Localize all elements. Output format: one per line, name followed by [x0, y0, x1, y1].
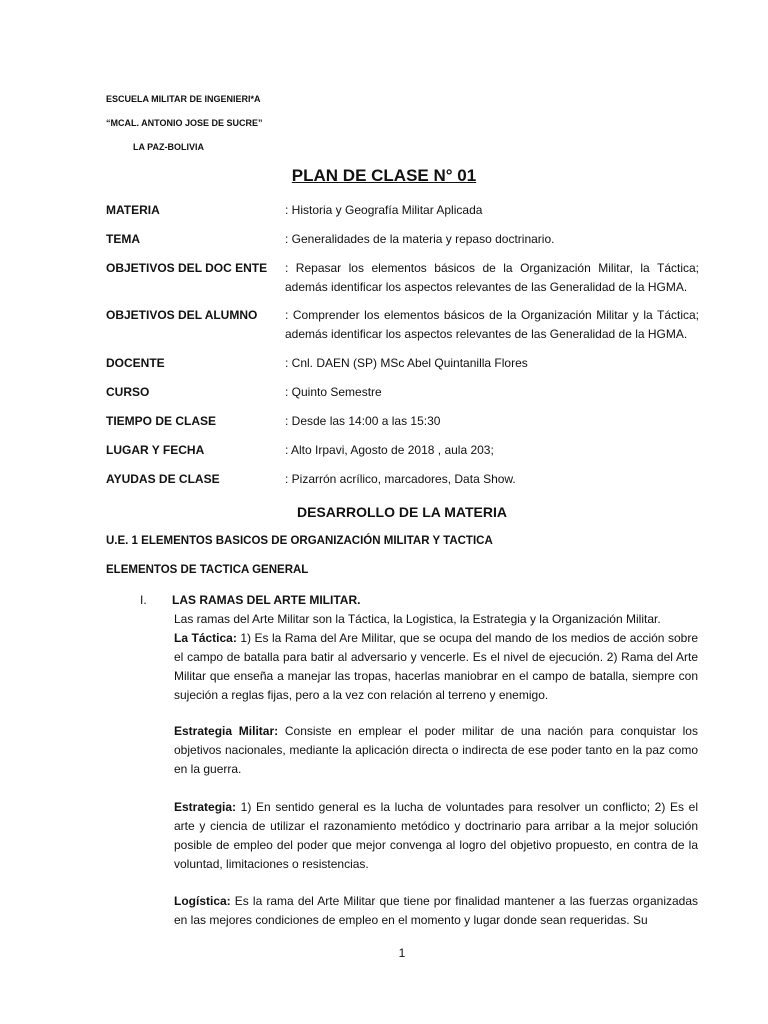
row-label-tiempo: TIEMPO DE CLASE [106, 414, 217, 428]
page-title: PLAN DE CLASE N° 01 [291, 166, 477, 185]
estrategia-militar-label: Estrategia Militar: [174, 724, 279, 738]
school-name: ESCUELA MILITAR DE INGENIERI*A [106, 94, 261, 104]
section-number: I. [140, 593, 147, 607]
paragraph-logistica [174, 892, 698, 930]
row-value-tema: : Generalidades de la materia y repaso doctrinario. [285, 232, 555, 246]
estrategia-militar-text: Consiste en emplear el poder militar de una nación para conquistar los objetivos nacionales, mediante la aplicación directa o indirecta de ese poder tanto en la paz como en la guerra. [174, 724, 698, 776]
section-title: LAS RAMAS DEL ARTE MILITAR. [172, 593, 361, 607]
row-label-materia: MATERIA [106, 203, 160, 217]
row-value-lugar: : Alto Irpavi, Agosto de 2018 , aula 203; [285, 443, 494, 457]
page-number: 1 [398, 946, 406, 960]
paragraph-ramas-text: Las ramas del Arte Militar son la Táctica, la Logistica, la Estrategia y la Organización Militar. [174, 612, 661, 626]
row-value-materia: : Historia y Geografía Militar Aplicada [285, 203, 483, 217]
paragraph-estrategia-militar [174, 722, 698, 779]
school-honorific: “MCAL. ANTONIO JOSE DE SUCRE” [106, 118, 263, 128]
school-city: LA PAZ-BOLIVIA [133, 142, 204, 152]
row-value-objetivos-docente: : Repasar los elementos básicos de la Organización Militar, la Táctica; además identificar los aspectos relevantes de las Generalidad de la HGMA. [285, 261, 699, 294]
row-label-lugar: LUGAR Y FECHA [106, 443, 205, 457]
development-heading: DESARROLLO DE LA MATERIA [297, 504, 507, 520]
row-label-tema: TEMA [106, 232, 140, 246]
row-label-docente: DOCENTE [106, 356, 165, 370]
tactica-label: La Táctica: [174, 631, 237, 645]
row-value-tiempo: : Desde las 14:00 a las 15:30 [285, 414, 441, 428]
row-label-ayudas: AYUDAS DE CLASE [106, 472, 220, 486]
row-label-curso: CURSO [106, 385, 150, 399]
paragraph-ramas [174, 610, 698, 629]
tactica-text: 1) Es la Rama del Are Militar, que se ocupa del mando de los medios de acción sobre el campo de batalla para batir al adversario y vencerle. Es el nivel de ejecución. 2) Rama del Arte Militar que enseña a manejar las tropas, hacerlas maniobrar en el campo de batalla, siempre con sujeción a reglas fijas, pero a la vez con relación al terreno y enemigo. [174, 631, 698, 702]
row-label-objetivos-docente: OBJETIVOS DEL DOC ENTE [106, 261, 268, 275]
row-value-curso: : Quinto Semestre [285, 385, 382, 399]
logistica-text: Es la rama del Arte Militar que tiene por finalidad mantener a las fuerzas organizadas en las mejores condiciones de empleo en el momento y lugar donde sean requeridas. Su [174, 894, 698, 927]
paragraph-tactica [174, 629, 698, 705]
row-label-objetivos-alumno: OBJETIVOS DEL ALUMNO [106, 308, 258, 322]
paragraph-estrategia [174, 798, 698, 874]
row-value-ayudas: : Pizarrón acrílico, marcadores, Data Show. [285, 472, 516, 486]
row-value-objetivos-alumno: : Comprender los elementos básicos de la Organización Militar y la Táctica; además identificar los aspectos relevantes de las Generalidad de la HGMA. [285, 308, 699, 341]
row-value-docente: : Cnl. DAEN (SP) MSc Abel Quintanilla Flores [285, 356, 528, 370]
estrategia-text: 1) En sentido general es la lucha de voluntades para resolver un conflicto; 2) Es el arte y ciencia de utilizar el razonamiento metódico y doctrinario para arribar a la mejor solución posible de empleo del poder que mejor convenga al logro del objetivo propuesto, en contra de la voluntad, limitaciones o resistencias. [174, 800, 698, 871]
unit-heading: U.E. 1 ELEMENTOS BASICOS DE ORGANIZACIÓN MILITAR Y TACTICA [106, 535, 493, 547]
logistica-label: Logística: [174, 894, 231, 908]
subsection-heading: ELEMENTOS DE TACTICA GENERAL [106, 564, 309, 576]
estrategia-label: Estrategia: [174, 800, 237, 814]
